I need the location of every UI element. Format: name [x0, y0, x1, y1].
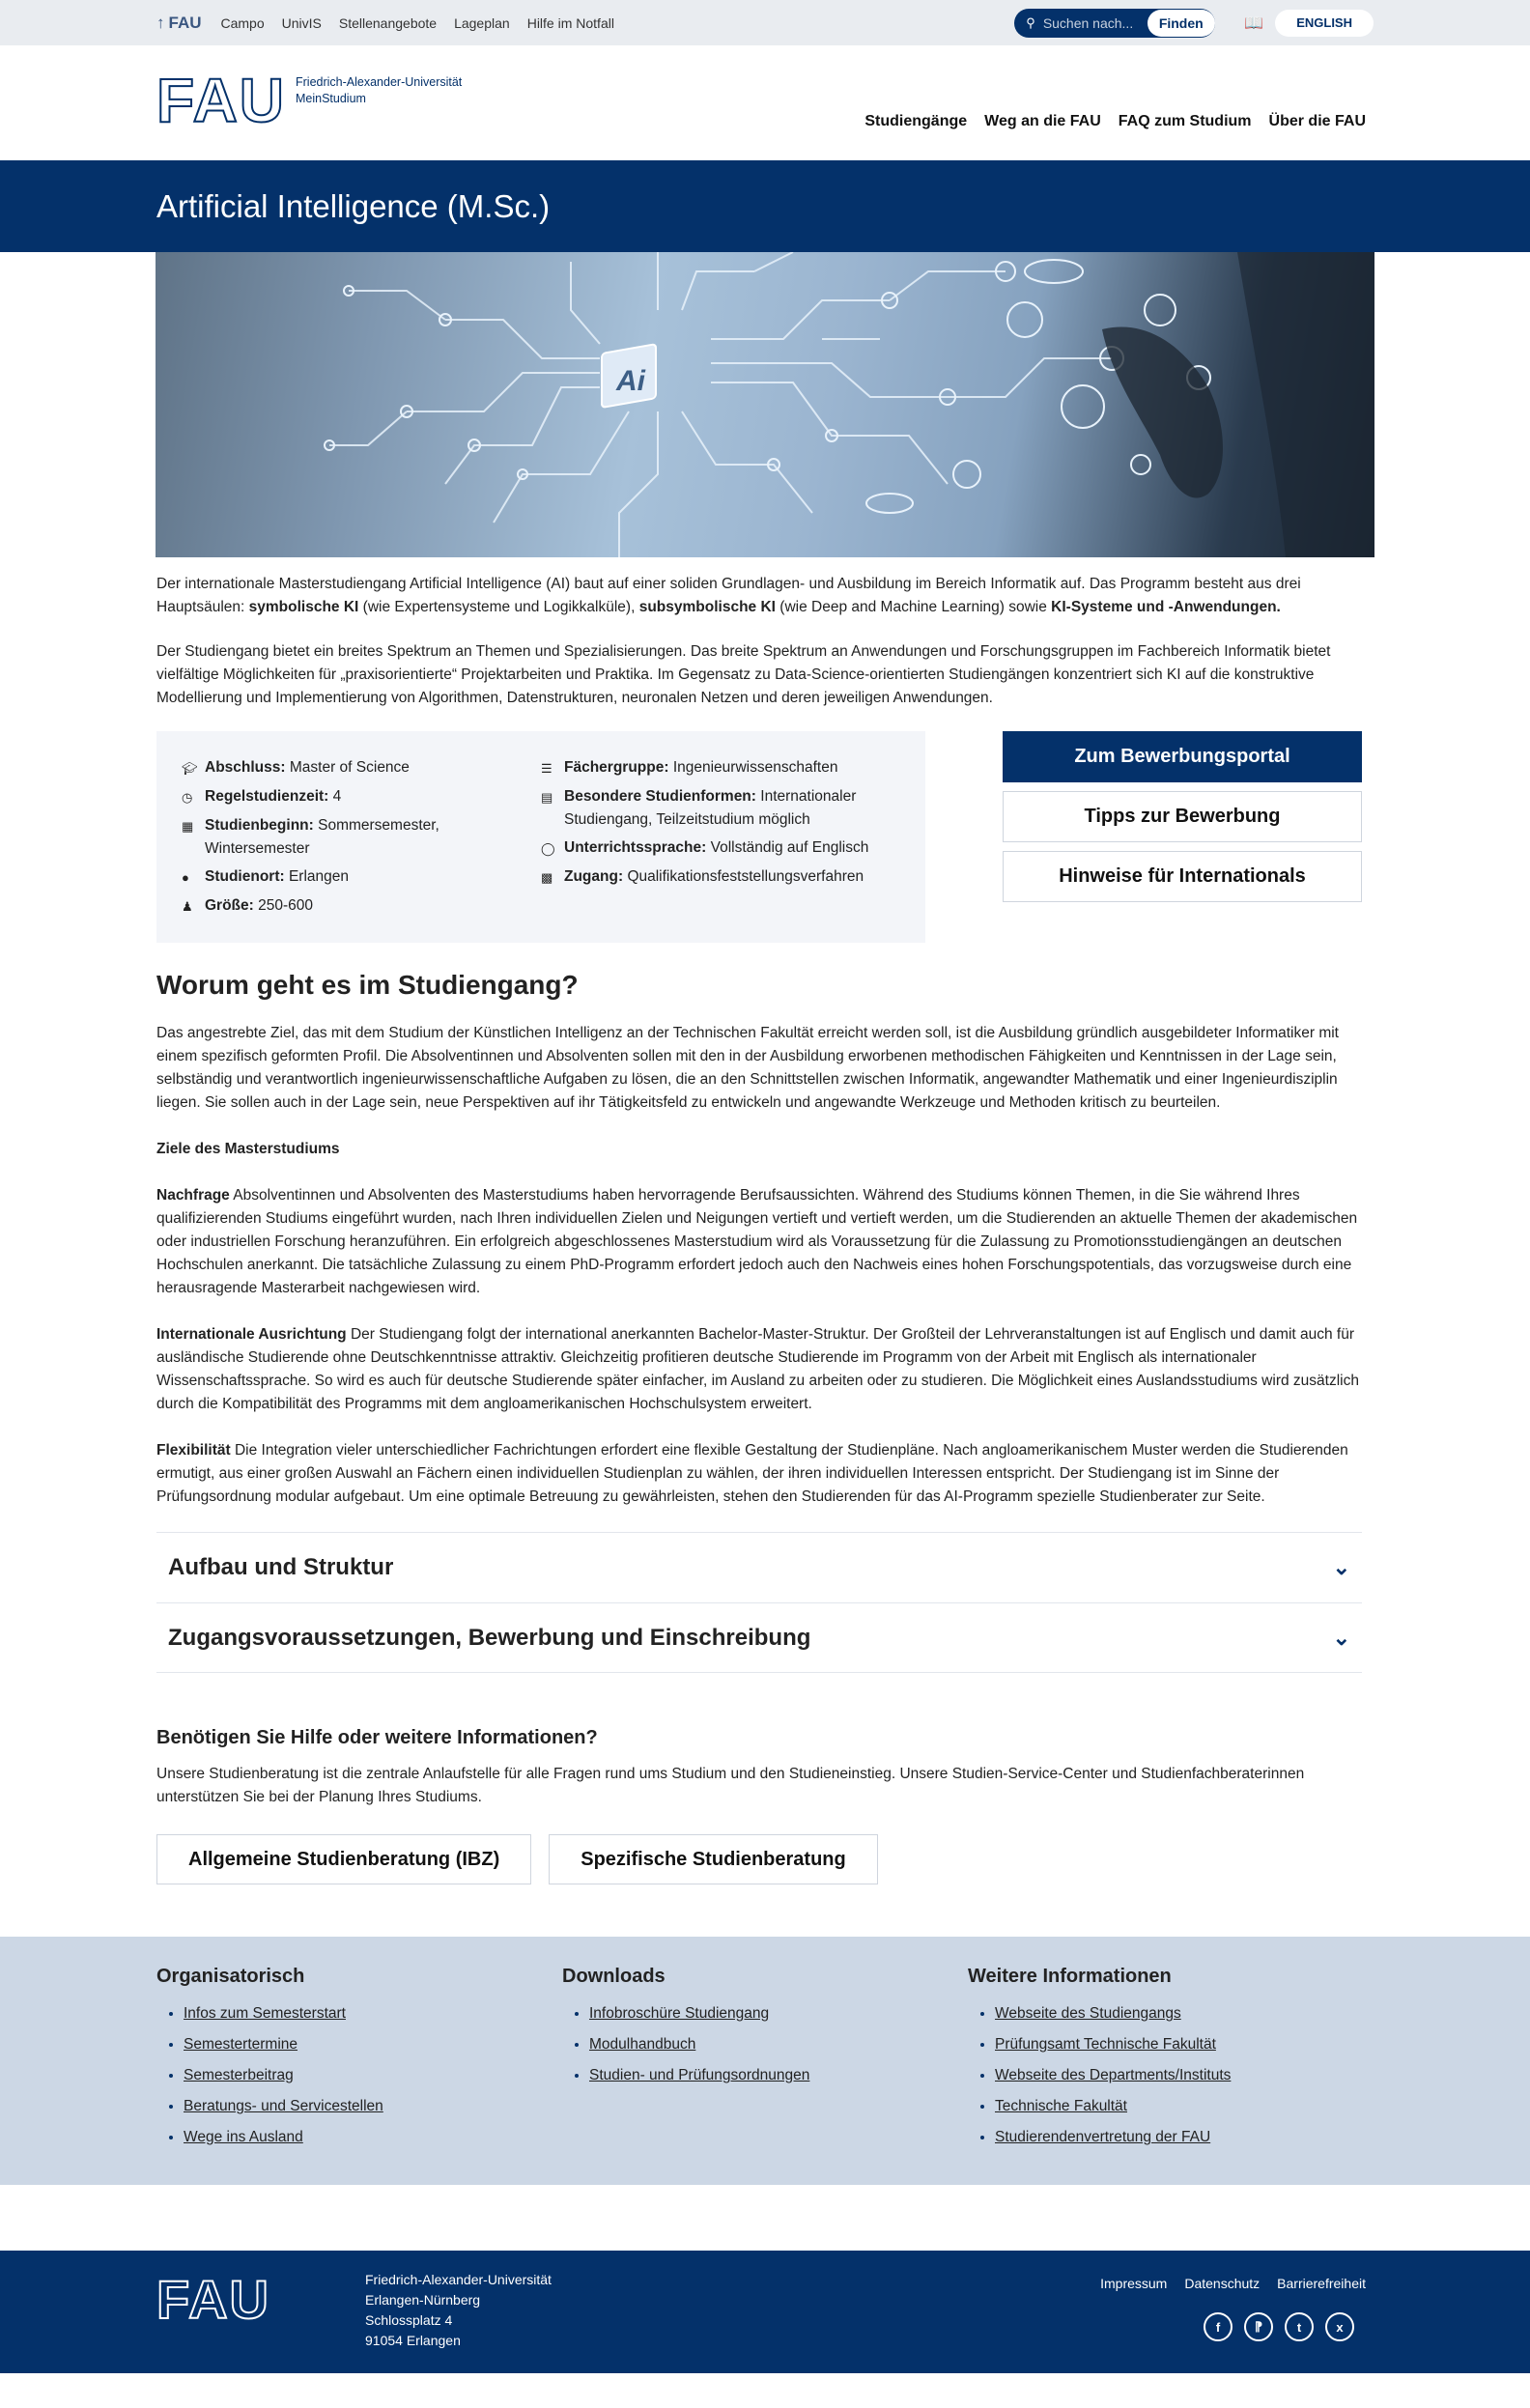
accordion — [156, 1532, 1362, 1673]
accordion-item-zugang[interactable] — [156, 1602, 1362, 1673]
page-title: Artificial Intelligence (M.Sc.) — [156, 187, 551, 224]
fact-label: Unterrichtssprache: — [564, 839, 707, 856]
fact-studienort — [182, 865, 541, 890]
fact-faechergruppe — [541, 756, 900, 780]
fact-zugang — [541, 865, 900, 890]
accordion-item-aufbau[interactable] — [156, 1532, 1362, 1602]
intro-emph-symbolic: symbolische KI — [248, 599, 359, 615]
fact-studienformen — [541, 785, 900, 832]
language-switch-button[interactable]: ENGLISH — [1275, 10, 1374, 37]
paragraph-label: Nachfrage — [156, 1187, 230, 1204]
help-text: Unsere Studienberatung ist die zentrale Anlaufstelle für alle Fragen rund ums Studium und den Studieneinstieg. Unsere Studien-Service-Center und Studienfachberaterinnen unterstützen Sie bei der Planung Ihres Studiums. — [156, 1766, 1305, 1805]
link-item[interactable]: Wege ins Ausland — [184, 2129, 303, 2145]
internationals-info-button[interactable]: Hinweise für Internationals — [1003, 851, 1362, 902]
intro-text: Der internationale Masterstudiengang Artificial Intelligence (AI) baut auf einer soliden Grundlagen- und Ausbildung im Bereich Informatik auf. Das Programm besteht aus drei Hauptsäulen: — [156, 576, 1301, 615]
fact-value: Master of Science — [289, 759, 410, 776]
paragraph-text: Absolventinnen und Absolventen des Masterstudiums haben hervorragende Berufsaussichten. Während des Studiums können Themen, in die Sie während Ihres qualifizierenden Studiums eingeführt wurden, nach Ihren individuellen Zielen und Neigungen vertieft und vertieft werden, um die Studierenden an aktuelle Themen der akademischen oder industriellen Forschung heranzuführen. Ein erfolgreich abgeschlossenes Masterstudium wird als Voraussetzung für die Zulassung zu Promotionsstudiengängen an deutschen Hochschulen anerkannt. Die tatsächliche Zulassung zu einem PhD-Programm erfordert jedoch auch den Nachweis eines hohen Forschungspotentials, das vorzugsweise durch eine herausragende Masterarbeit nachgewiesen wird. — [156, 1187, 1358, 1296]
link-item[interactable]: Modulhandbuch — [589, 2036, 696, 2053]
links-column-title: Weitere Informationen — [968, 1966, 1172, 1987]
logo-wordmark: FAU — [156, 66, 286, 135]
fact-value: 250-600 — [258, 897, 314, 914]
link-item[interactable]: Semestertermine — [184, 2036, 298, 2053]
fact-label: Fächergruppe: — [564, 759, 669, 776]
search-input[interactable] — [1043, 15, 1148, 31]
hero-image — [156, 252, 1374, 557]
footer-link-impressum[interactable]: Impressum — [1100, 2276, 1168, 2291]
links-section — [0, 1937, 1530, 2185]
fact-label: Studienort: — [205, 868, 285, 885]
top-bar — [0, 0, 1530, 45]
intro-emph-subsymbolic: subsymbolische KI — [638, 599, 776, 615]
arrow-up-icon: ↑ — [156, 13, 165, 32]
nav-studiengaenge[interactable]: Studiengänge — [864, 113, 968, 129]
fact-unterrichtssprache — [541, 836, 900, 861]
xing-icon[interactable]: x — [1325, 2312, 1354, 2341]
circuit-illustration — [156, 252, 1374, 557]
subheading-text: Ziele des Masterstudiums — [156, 1141, 340, 1157]
address-line: Erlangen-Nürnberg — [365, 2292, 481, 2308]
chevron-down-icon: ⌄ — [1332, 1625, 1350, 1650]
paragraph-label: Flexibilität — [156, 1442, 231, 1459]
fact-label: Regelstudienzeit: — [205, 788, 329, 805]
building-icon: ▩ — [541, 870, 553, 885]
accordion-title: Zugangsvoraussetzungen, Bewerbung und Einschreibung — [168, 1624, 811, 1651]
section-paragraph-nachfrage — [156, 1184, 1374, 1300]
nav-weg-an-die-fau[interactable]: Weg an die FAU — [984, 113, 1101, 129]
nav-ueber-die-fau[interactable]: Über die FAU — [1268, 113, 1366, 129]
fact-label: Abschluss: — [205, 759, 286, 776]
help-section — [156, 1727, 1374, 1884]
person-icon: ♟ — [182, 899, 193, 914]
fact-label: Zugang: — [564, 868, 624, 885]
fact-value: Internationaler Studiengang, Teilzeitstudium möglich — [564, 788, 857, 828]
footer-link-barrierefreiheit[interactable]: Barrierefreiheit — [1277, 2276, 1366, 2291]
program-description — [156, 970, 1374, 1509]
logo-university-name: Friedrich-Alexander-Universität — [296, 75, 463, 89]
intro — [156, 573, 1374, 710]
toplink-stellenangebote[interactable]: Stellenangebote — [338, 14, 438, 31]
fact-value: 4 — [332, 788, 342, 805]
intro-paragraph-1 — [156, 573, 1374, 619]
link-item[interactable]: Infobroschüre Studiengang — [589, 2005, 770, 2022]
site-footer — [0, 2251, 1530, 2373]
fact-label: Studienbeginn: — [205, 817, 314, 834]
search-icon: ⚲ — [1026, 14, 1035, 30]
fact-value: Qualifikationsfeststellungsverfahren — [627, 868, 864, 885]
fact-value: Sommersemester, Wintersemester — [205, 817, 439, 857]
fau-logo[interactable] — [156, 66, 463, 135]
general-advice-button[interactable]: Allgemeine Studienberatung (IBZ) — [156, 1834, 531, 1884]
document-icon: ▤ — [541, 790, 553, 805]
twitter-icon[interactable]: t — [1285, 2312, 1314, 2341]
link-item[interactable]: Studierendenvertretung der FAU — [995, 2129, 1211, 2145]
address-line: Friedrich-Alexander-Universität — [365, 2272, 552, 2287]
links-column-title: Downloads — [562, 1966, 666, 1987]
fact-label: Größe: — [205, 897, 254, 914]
clock-icon: ◷ — [182, 790, 193, 805]
paragraph-text: Die Integration vieler unterschiedlicher Fachrichtungen erfordert eine flexible Gestaltung der Studienpläne. Nach angloamerikanischem Muster werden die Studierenden ermutigt, aus einer großen Auswahl an Fächern einen individuellen Studienplan zu wählen, der ihren individuellen Interessen entspricht. Der Studiengang ist im Sinne der Prüfungsordnung modular aufgebaut. Um eine optimale Betreuung zu gewährleisten, stehen den Studierenden für das AI-Programm spezielle Studienberater zur Seite. — [156, 1442, 1348, 1505]
links-column-downloads — [562, 1966, 968, 2160]
fact-studienbeginn — [182, 814, 541, 861]
fau-home-link[interactable] — [156, 14, 202, 33]
paragraph-text: Der Studiengang folgt der international anerkannten Bachelor-Master-Struktur. Der Großteil der Lehrveranstaltungen ist auf Englisch und damit auch für ausländische Studierende ohne Deutschkenntnisse attraktiv. Gleichzeitig profitieren deutsche Studierende im Programm von der Arbeit mit Englisch als internationaler Wissenschaftssprache. So wird es auch für deutsche Studierende später einfacher, im Ausland zu arbeiten oder zu studieren. Die Möglichkeit eines Auslandsstudiums wird zusätzlich durch die Kompatibilität des Programms mit dem angloamerikanischen Hochschulsystem erweitert. — [156, 1326, 1359, 1412]
link-item[interactable]: Prüfungsamt Technische Fakultät — [995, 2036, 1216, 2053]
paragraph-label: Internationale Ausrichtung — [156, 1326, 347, 1343]
map-pin-icon: ● — [182, 870, 189, 885]
specific-advice-button[interactable]: Spezifische Studienberatung — [549, 1834, 877, 1884]
links-column-title: Organisatorisch — [156, 1966, 305, 1987]
intro-text: (wie Deep and Machine Learning) sowie — [775, 599, 1052, 615]
toplink-campo[interactable]: Campo — [220, 14, 265, 31]
fact-groesse — [182, 894, 541, 919]
search-box — [1014, 9, 1215, 38]
nav-faq[interactable]: FAQ zum Studium — [1118, 113, 1252, 129]
application-portal-button[interactable]: Zum Bewerbungsportal — [1003, 731, 1362, 782]
link-item[interactable]: Infos zum Semesterstart — [184, 2005, 346, 2022]
help-heading: Benötigen Sie Hilfe oder weitere Informationen? — [156, 1727, 598, 1748]
section-heading: Worum geht es im Studiengang? — [156, 970, 579, 1000]
fact-value: Vollständig auf Englisch — [710, 839, 869, 856]
fact-label: Besondere Studienformen: — [564, 788, 756, 805]
brand-label: FAU — [168, 13, 202, 32]
links-column-organisatorisch — [156, 1966, 562, 2160]
fact-regelstudienzeit — [182, 785, 541, 809]
address-line: 91054 Erlangen — [365, 2333, 461, 2348]
intro-emph-systems: KI-Systeme und -Anwendungen. — [1051, 599, 1281, 615]
calendar-icon: ▦ — [182, 819, 194, 834]
address-line: Schlossplatz 4 — [365, 2312, 453, 2328]
site-header — [0, 45, 1530, 160]
links-column-weitere — [968, 1966, 1374, 2160]
link-item[interactable]: Studien- und Prüfungsordnungen — [589, 2067, 810, 2083]
rss-icon[interactable]: ⁋ — [1244, 2312, 1273, 2341]
globe-icon: ◯ — [541, 841, 555, 856]
toplink-lageplan[interactable]: Lageplan — [454, 14, 510, 31]
facebook-icon[interactable]: f — [1204, 2312, 1232, 2341]
footer-address — [365, 2270, 552, 2351]
layers-icon: ☰ — [541, 761, 552, 776]
intro-text: (wie Expertensysteme und Logikkalküle), — [358, 599, 639, 615]
accordion-title: Aufbau und Struktur — [168, 1554, 394, 1580]
logo-site-name: MeinStudium — [296, 92, 366, 105]
section-paragraph-international — [156, 1323, 1374, 1416]
graduation-cap-icon: 🎓︎ — [182, 761, 198, 776]
section-paragraph-flexibilitaet — [156, 1439, 1374, 1509]
section-subheading — [156, 1138, 1374, 1161]
language-icon: 📖 — [1244, 14, 1264, 32]
page-title-bar — [0, 160, 1530, 252]
facts-box — [156, 731, 925, 943]
section-paragraph-1: Das angestrebte Ziel, das mit dem Studium der Künstlichen Intelligenz an der Technischen Fakultät erreicht werden soll, ist die Ausbildung gründlich ausgebildeter Informatiker mit einem spezifisch geformten Profil. Die Absolventinnen und Absolventen sollen mit den in der Ausbildung erworbenen methodischen Fähigkeiten und Kenntnissen in der Lage sein, selbständig und verantwortlich ingenieurwissenschaftliche Aufgaben zu lösen, die an den Schnittstellen zwischen Informatik, angewandter Mathematik und einer Ingenieurdisziplin liegen. Sie sollen auch in der Lage sein, neue Perspektiven auf ihr Tätigkeitsfeld zu entwickeln und angewandte Werkzeuge und Methoden kritisch zu beurteilen. — [156, 1025, 1339, 1111]
footer-link-datenschutz[interactable]: Datenschutz — [1184, 2276, 1261, 2291]
link-item[interactable]: Beratungs- und Servicestellen — [184, 2098, 383, 2114]
fact-value: Erlangen — [288, 868, 350, 885]
main-content — [156, 573, 1374, 1884]
link-item[interactable]: Webseite des Departments/Instituts — [995, 2067, 1232, 2083]
link-item[interactable]: Technische Fakultät — [995, 2098, 1127, 2114]
ai-badge: Ai — [616, 365, 645, 397]
footer-logo: FAU — [156, 2269, 270, 2330]
main-navigation — [864, 113, 1366, 130]
link-item[interactable]: Webseite des Studiengangs — [995, 2005, 1181, 2022]
search-submit-button[interactable]: Finden — [1148, 10, 1215, 37]
chevron-down-icon: ⌄ — [1332, 1555, 1350, 1579]
toplink-notfall[interactable]: Hilfe im Notfall — [526, 14, 614, 31]
application-tips-button[interactable]: Tipps zur Bewerbung — [1003, 791, 1362, 842]
link-item[interactable]: Semesterbeitrag — [184, 2067, 294, 2083]
intro-paragraph-2: Der Studiengang bietet ein breites Spektrum an Themen und Spezialisierungen. Das breite Spektrum an Anwendungen und Forschungsgruppen im Fachbereich Informatik bietet vielfältige Möglichkeiten für „praxisorientierte“ Projektarbeiten und Praktika. Im Gegensatz zu Data-Science-orientierten Studiengängen konzentriert sich KI auf die konstruktive Modellierung und Implementierung von Algorithmen, Datenstrukturen, neuronalen Netzen und deren jeweiligen Anwendungen. — [156, 643, 1331, 706]
cta-group — [1003, 731, 1362, 943]
fact-abschluss — [182, 756, 541, 780]
fact-value: Ingenieurwissenschaften — [672, 759, 838, 776]
toplink-univis[interactable]: UnivIS — [281, 14, 322, 31]
